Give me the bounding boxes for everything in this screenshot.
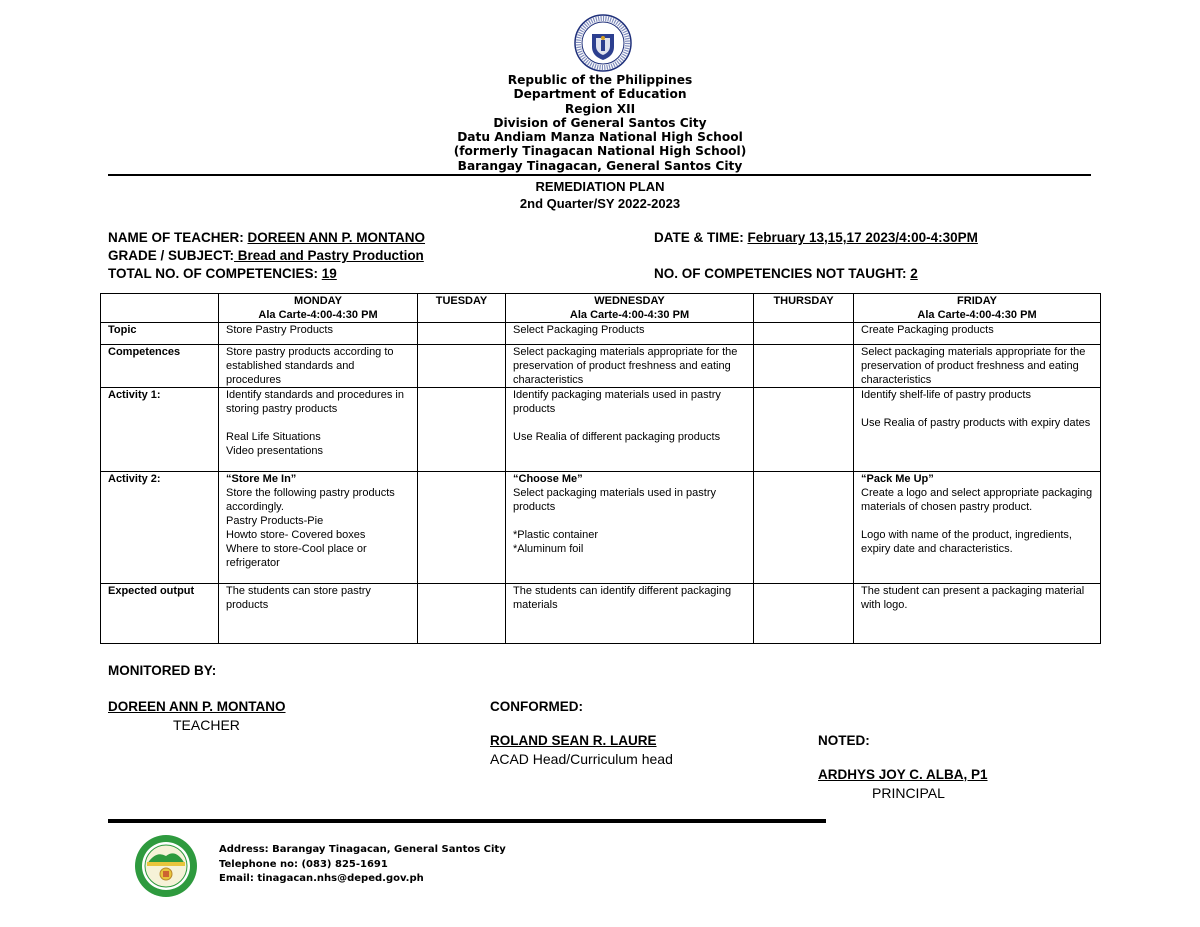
- teacher-signature-name: DOREEN ANN P. MONTANO: [108, 699, 286, 714]
- footer-address: Address: Barangay Tinagacan, General Santos City: [219, 844, 506, 855]
- col-thursday: THURSDAY: [754, 294, 854, 323]
- col-monday: MONDAY Ala Carte-4:00-4:30 PM: [219, 294, 418, 323]
- row-label: Activity 2:: [101, 472, 219, 584]
- table-cell: The student can present a packaging material with logo.: [854, 584, 1101, 644]
- table-row: [101, 388, 1101, 472]
- table-cell: Store Pastry Products: [219, 323, 418, 345]
- table-cell: Select packaging materials appropriate for the preservation of product freshness and eating characteristics: [506, 345, 754, 388]
- table-cell: Create Packaging products: [854, 323, 1101, 345]
- table-cell: [418, 388, 506, 472]
- row-label: Expected output: [101, 584, 219, 644]
- corner-cell: [101, 294, 219, 323]
- total-value: 19: [321, 266, 337, 281]
- letterhead: [0, 73, 1200, 173]
- table-cell: [418, 472, 506, 584]
- noted-label: NOTED:: [818, 733, 870, 748]
- teacher-info: [108, 229, 425, 283]
- subtitle-line: 2nd Quarter/SY 2022-2023: [519, 196, 681, 211]
- row-label: Topic: [101, 323, 219, 345]
- header-divider: [108, 174, 1091, 176]
- footer-contact: [219, 843, 506, 887]
- document-title: [0, 178, 1200, 212]
- table-cell: [418, 323, 506, 345]
- col-friday: FRIDAY Ala Carte-4:00-4:30 PM: [854, 294, 1101, 323]
- teacher-label: NAME OF TEACHER:: [108, 230, 248, 245]
- table-cell: “Store Me In” Store the following pastry products accordingly. Pastry Products-Pie Howto store- Covered boxes Where to store-Cool place or refrigerator: [219, 472, 418, 584]
- col-wednesday: WEDNESDAY Ala Carte-4:00-4:30 PM: [506, 294, 754, 323]
- teacher-role: TEACHER: [173, 717, 240, 733]
- footer-email: Email: tinagacan.nhs@deped.gov.ph: [219, 873, 424, 884]
- principal-name: ARDHYS JOY C. ALBA, P1: [818, 767, 988, 782]
- monitored-block: [108, 662, 286, 734]
- header-line: Region XII: [564, 101, 636, 116]
- header-line: Department of Education: [513, 87, 687, 102]
- acad-head-name: ROLAND SEAN R. LAURE: [490, 733, 657, 748]
- noted-block: [818, 732, 988, 802]
- table-cell: The students can store pastry products: [219, 584, 418, 644]
- remediation-table: [100, 293, 1101, 644]
- row-label: Competences: [101, 345, 219, 388]
- header-line: Datu Andiam Manza National High School: [457, 130, 743, 145]
- teacher-value: DOREEN ANN P. MONTANO: [247, 230, 426, 245]
- table-cell: [754, 584, 854, 644]
- title-line: REMEDIATION PLAN: [535, 179, 665, 194]
- subject-value: Bread and Pastry Production: [234, 248, 424, 263]
- date-label: DATE & TIME:: [654, 230, 748, 245]
- total-label: TOTAL NO. OF COMPETENCIES:: [108, 266, 322, 281]
- table-cell: [754, 388, 854, 472]
- table-row: [101, 323, 1101, 345]
- footer-telephone: Telephone no: (083) 825-1691: [219, 858, 388, 870]
- table-cell: Store pastry products according to established standards and procedures: [219, 345, 418, 388]
- table-cell: The students can identify different packaging materials: [506, 584, 754, 644]
- table-cell: “Choose Me” Select packaging materials used in pastry products *Plastic container *Aluminum foil: [506, 472, 754, 584]
- not-taught-label: NO. OF COMPETENCIES NOT TAUGHT:: [654, 266, 911, 281]
- acad-head-role: ACAD Head/Curriculum head: [490, 751, 673, 767]
- table-row: [101, 345, 1101, 388]
- monitored-label: MONITORED BY:: [108, 663, 217, 678]
- table-cell: Identify shelf-life of pastry products Use Realia of pastry products with expiry dates: [854, 388, 1101, 472]
- table-row: [101, 584, 1101, 644]
- conformed-label: CONFORMED:: [490, 699, 583, 714]
- footer-divider: [108, 819, 826, 823]
- school-logo-icon: [134, 834, 198, 898]
- principal-role: PRINCIPAL: [872, 785, 945, 801]
- table-cell: Identify packaging materials used in pastry products Use Realia of different packaging products: [506, 388, 754, 472]
- header-line: Barangay Tinagacan, General Santos City: [457, 158, 743, 173]
- table-row: [101, 472, 1101, 584]
- table-cell: [754, 323, 854, 345]
- table-cell: [418, 584, 506, 644]
- deped-seal-icon: [574, 14, 632, 72]
- row-label: Activity 1:: [101, 388, 219, 472]
- table-cell: [754, 472, 854, 584]
- table-cell: “Pack Me Up” Create a logo and select appropriate packaging materials of chosen pastry product. Logo with name of the product, ingredients, expiry date and characteristics.: [854, 472, 1101, 584]
- date-value: February 13,15,17 2023/4:00-4:30PM: [747, 230, 978, 245]
- header-line: Republic of the Philippines: [507, 73, 693, 87]
- table-cell: [418, 345, 506, 388]
- header-line: (formerly Tinagacan National High School): [453, 144, 747, 159]
- date-info: [654, 229, 978, 283]
- table-cell: Identify standards and procedures in storing pastry products Real Life Situations Video presentations: [219, 388, 418, 472]
- table-header-row: [101, 294, 1101, 323]
- conformed-block: [490, 698, 673, 768]
- subject-label: GRADE / SUBJECT:: [108, 248, 235, 263]
- col-tuesday: TUESDAY: [418, 294, 506, 323]
- header-line: Division of General Santos City: [493, 115, 707, 130]
- table-cell: Select packaging materials appropriate for the preservation of product freshness and eating characteristics: [854, 345, 1101, 388]
- table-cell: [754, 345, 854, 388]
- table-cell: Select Packaging Products: [506, 323, 754, 345]
- not-taught-value: 2: [910, 266, 918, 281]
